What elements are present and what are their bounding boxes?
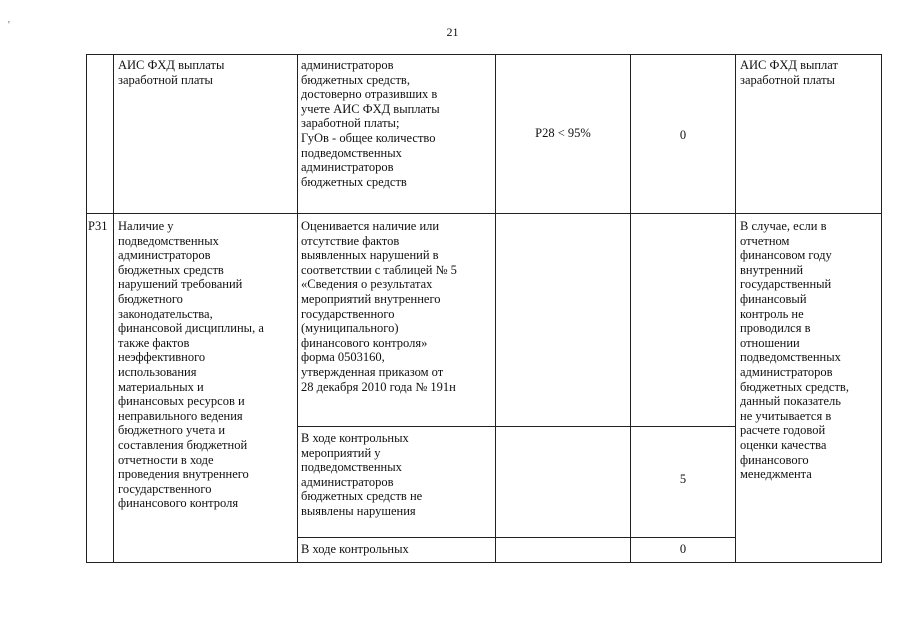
margin-mark: ' [8, 20, 10, 31]
row1-indicator-name: АИС ФХД выплаты заработной платы [118, 58, 225, 87]
row2-note: В случае, если в отчетном финансовом году внутренний государственный финансовый контроль не проводился в отношении подведомственных администраторов бюджетных средств, данный показатель не учитывается в расчете годовой оценки качества финансового менеджмента [740, 219, 849, 482]
table-rule [86, 213, 882, 214]
row1-condition: Р28 < 95% [535, 126, 591, 140]
page-number: 21 [446, 25, 459, 39]
row2-condition-no-violations: В ходе контрольных мероприятий у подведомственных администраторов бюджетных средств не выявлены нарушения [301, 431, 423, 518]
table-rule [881, 54, 882, 563]
row1-score: 0 [679, 128, 687, 142]
table-rule [86, 54, 882, 55]
table-rule [735, 54, 736, 563]
table-rule [495, 54, 496, 563]
table-rule [113, 54, 114, 563]
row1-calculation-method: администраторов бюджетных средств, достоверно отразивших в учете АИС ФХД выплаты заработной платы; ГуОв - общее количество подведомственных администраторов бюджетных средств [301, 58, 440, 189]
row2-code: Р31 [88, 219, 108, 233]
row1-source: АИС ФХД выплат заработной платы [740, 58, 838, 87]
row2-score-no-violations: 5 [679, 472, 687, 486]
table-rule [297, 426, 735, 427]
row2-calculation-method: Оценивается наличие или отсутствие фактов выявленных нарушений в соответствии с таблицей № 5 «Сведения о результатах мероприятий внутреннего государственного (муниципального) финансового контроля» форма 0503160, утвержденная приказом от 28 декабря 2010 года № 191н [301, 219, 457, 394]
table-rule [86, 562, 882, 563]
row2-condition-violations: В ходе контрольных [301, 542, 409, 556]
table-rule [86, 54, 87, 563]
row2-score-violations: 0 [679, 542, 687, 556]
table-rule [297, 537, 735, 538]
row2-indicator-name: Наличие у подведомственных администраторов бюджетных средств нарушений требований бюджетного законодательства, финансовой дисциплины, а также фактов неэффективного использования материальных и финансовых ресурсов и неправильного ведения бюджетного учета и составления бюджетной отчетности в ходе проведения внутреннего государственного финансового контроля [118, 219, 264, 511]
table-rule [630, 54, 631, 563]
table-rule [297, 54, 298, 563]
